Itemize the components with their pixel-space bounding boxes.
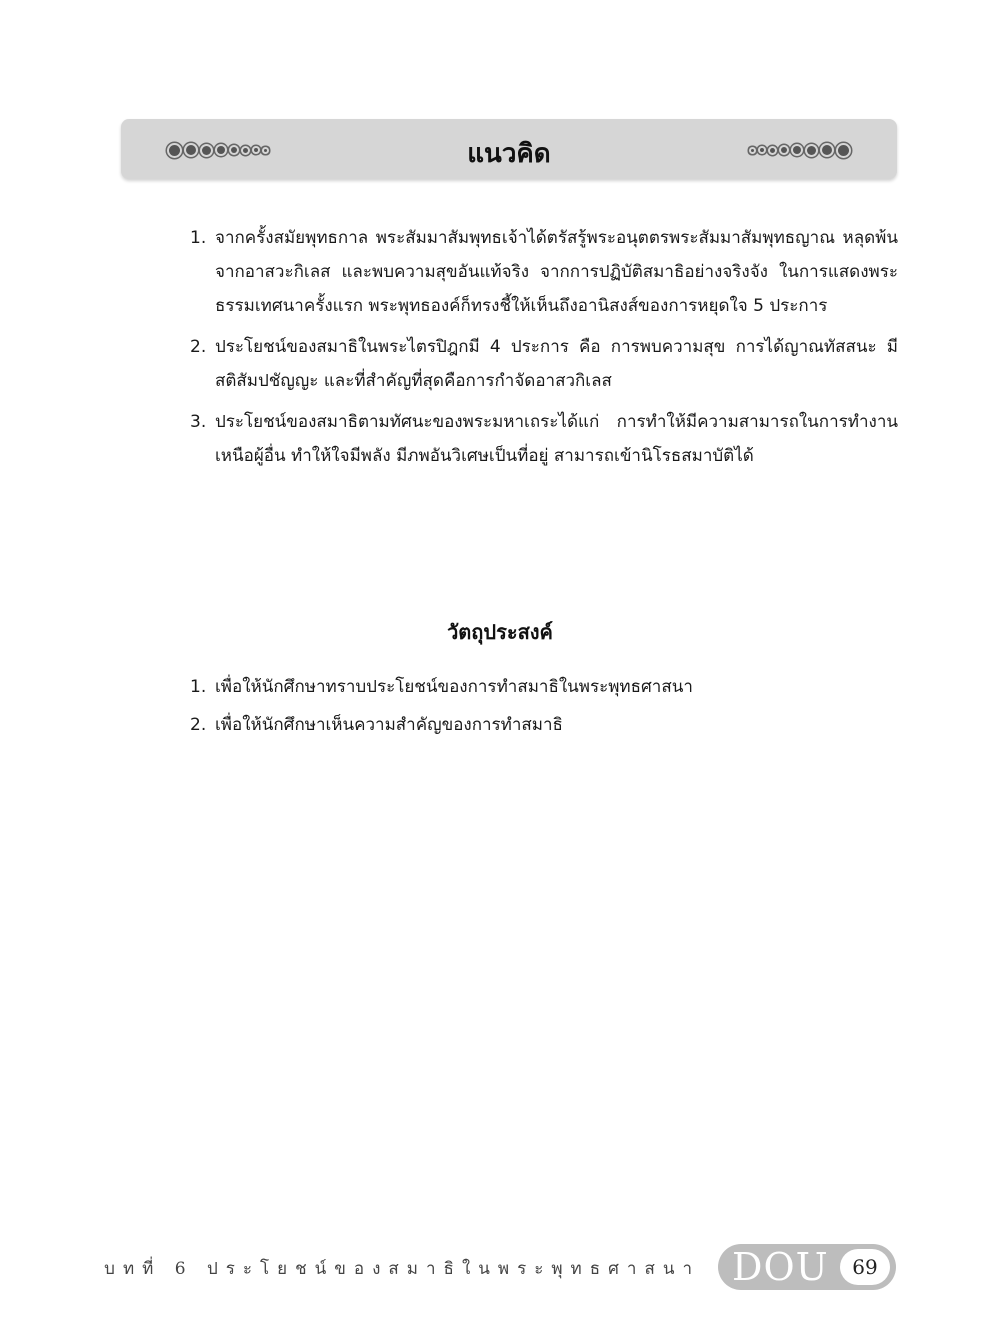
item-number: 3. <box>190 412 207 432</box>
item-text: เพื่อให้นักศึกษาทราบประโยชน์ของการทำสมาธิในพระพุทธศาสนา <box>215 677 693 697</box>
concept-list <box>190 221 898 480</box>
item-text: ประโยชน์ของสมาธิในพระไตรปิฎกมี 4 ประการ คือ การพบความสุข การได้ญาณทัสสนะ มีสติสัมปชัญญะ และที่สำคัญที่สุดคือการกำจัดอาสวกิเลส <box>215 337 898 391</box>
circle-dot-icon <box>770 148 775 153</box>
item-number: 2. <box>190 337 207 357</box>
decorative-dots-right <box>751 141 849 159</box>
item-text: เพื่อให้นักศึกษาเห็นความสำคัญของการทำสมาธิ <box>215 715 563 735</box>
concept-header-bar <box>121 119 897 179</box>
list-item <box>190 221 898 323</box>
objectives-title: วัตถุประสงค์ <box>447 620 553 644</box>
objectives-list <box>190 670 898 746</box>
circle-dot-icon <box>822 145 832 155</box>
concept-title: แนวคิด <box>467 139 551 169</box>
item-text: จากครั้งสมัยพุทธกาล พระสัมมาสัมพุทธเจ้าได้ตรัสรู้พระอนุตตรพระสัมมาสัมพุทธญาณ หลุดพ้นจากอาสวะกิเลส และพบความสุขอันแท้จริง จากการปฏิบัติสมาธิอย่างจริงจัง ในการแสดงพระธรรมเทศนาครั้งแรก พระพุทธองค์ก็ทรงชี้ให้เห็นถึงอานิสงส์ของการหยุดใจ 5 ประการ <box>215 228 898 316</box>
circle-dot-icon <box>793 146 801 154</box>
item-number: 1. <box>190 228 207 248</box>
item-text: ประโยชน์ของสมาธิตามทัศนะของพระมหาเถระได้แก่ การทำให้มีความสามารถในการทำงานเหนือผู้อื่น ทำให้ใจมีพลัง มีภพอันวิเศษเป็นที่อยู่ สามารถเข้านิโรธสมาบัติได้ <box>215 412 898 466</box>
footer-chapter-text: บทที่ 6 ประโยชน์ของสมาธิในพระพุทธศาสนา <box>104 1259 700 1279</box>
page-number: 69 <box>840 1249 890 1285</box>
circle-dot-icon <box>838 145 849 156</box>
circle-dot-icon <box>781 147 787 153</box>
list-item <box>190 670 898 704</box>
list-item <box>190 405 898 473</box>
item-number: 2. <box>190 715 207 735</box>
list-item <box>190 708 898 742</box>
list-item <box>190 330 898 398</box>
circle-dot-icon <box>760 148 764 152</box>
dou-brand: DOU <box>732 1245 829 1289</box>
item-number: 1. <box>190 677 207 697</box>
circle-dot-icon <box>751 149 754 152</box>
dou-badge <box>718 1244 896 1290</box>
circle-dot-icon <box>807 146 816 155</box>
